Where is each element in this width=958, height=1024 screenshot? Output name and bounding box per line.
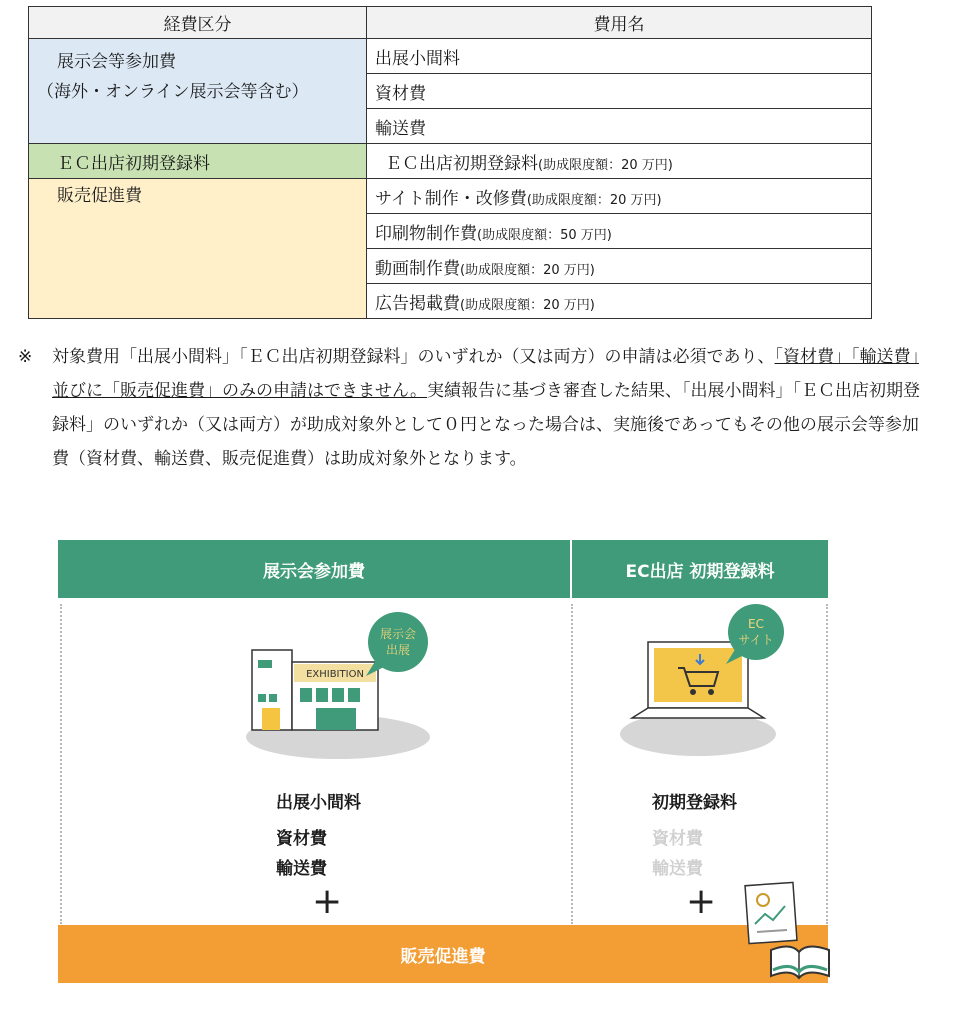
expense-diagram [58, 540, 828, 985]
expense-limit: (助成限度額：20 万円) [538, 157, 673, 173]
expense-limit: (助成限度額：50 万円) [477, 227, 612, 243]
item-shipping-cost-muted: 輸送費 [652, 859, 703, 879]
dotted-divider-right [826, 604, 828, 924]
bubble-ec-line2: サイト [738, 633, 774, 647]
header-exhibition-fee: 展示会参加費 [58, 540, 570, 598]
item-booth-fee: 出展小間料 [276, 793, 361, 813]
item-material-cost: 資材費 [276, 829, 327, 849]
expense-name-cell [367, 249, 872, 284]
plus-icon: + [686, 881, 717, 922]
expense-limit: (助成限度額：20 万円) [460, 297, 595, 313]
category-promotion [29, 179, 367, 319]
table-header-row [29, 7, 872, 39]
expense-name-cell [367, 39, 872, 74]
expense-name-cell [367, 144, 872, 179]
dotted-divider-middle [571, 604, 573, 924]
expense-name-cell [367, 214, 872, 249]
table-row [29, 144, 872, 179]
category-exhibition-line2: （海外・オンライン展示会等含む） [37, 82, 309, 102]
expense-name-cell [367, 284, 872, 319]
bubble-ec-line1: EC [748, 617, 764, 631]
expense-name: 輸送費 [375, 118, 426, 139]
laptop-cart-icon [618, 602, 788, 762]
note-body [52, 340, 923, 476]
expense-table [28, 6, 872, 319]
sign-text: EXHIBITION [306, 669, 364, 680]
header-ec-registration-fee: EC出店 初期登録料 [572, 540, 828, 598]
table-row [29, 179, 872, 214]
category-exhibition [29, 39, 367, 144]
expense-name: 動画制作費 [375, 258, 460, 279]
plus-icon: + [312, 881, 343, 922]
expense-name: サイト制作・改修費 [375, 188, 527, 209]
expense-limit: (助成限度額：20 万円) [460, 262, 595, 278]
table-row [29, 39, 872, 74]
expense-name: ＥＣ出店初期登録料 [385, 153, 538, 174]
note-text-underlined: 「資材費」「輸送費」並びに「販売促進費」のみの申請はできません。 [52, 347, 919, 401]
expense-name: 出展小間料 [375, 48, 460, 69]
bubble-exhibition-line1: 展示会 [379, 627, 417, 641]
expense-name-cell [367, 74, 872, 109]
dotted-divider-left [60, 604, 62, 924]
category-promotion-label: 販売促進費 [57, 186, 142, 206]
exhibition-building-icon [238, 602, 438, 762]
category-ec: ＥＣ出店初期登録料 [29, 144, 367, 179]
book-document-icon [743, 880, 833, 980]
expense-limit: (助成限度額：20 万円) [526, 192, 662, 208]
expense-name: 印刷物制作費 [375, 223, 477, 244]
expense-name-cell [367, 109, 872, 144]
bubble-exhibition-line2: 出展 [385, 643, 411, 657]
item-initial-registration-fee: 初期登録料 [652, 793, 737, 813]
expense-name: 広告掲載費 [375, 293, 460, 314]
header-expense-name: 費用名 [367, 7, 872, 39]
sales-promotion-bar: 販売促進費 [58, 925, 828, 983]
expense-name: 資材費 [375, 83, 426, 104]
footnote [18, 340, 923, 476]
header-expense-category: 経費区分 [29, 7, 367, 39]
note-text-part1: 対象費用「出展小間料」「ＥＣ出店初期登録料」のいずれか（又は両方）の申請は必須であり、 [52, 347, 775, 367]
expense-name-cell [367, 179, 872, 214]
category-exhibition-line1: 展示会等参加費 [57, 52, 176, 72]
note-mark: ※ [18, 347, 33, 367]
note-text-part2: 実績報告に基づき審査した結果、「出展小間料」「ＥＣ出店初期登録料」のいずれか（又は両方）が助成対象外として０円となった場合は、実施後であってもその他の展示会等参加費（資材費、輸送費、販売促進費）は助成対象外となります。 [52, 381, 921, 469]
item-shipping-cost: 輸送費 [276, 859, 327, 879]
item-material-cost-muted: 資材費 [652, 829, 703, 849]
